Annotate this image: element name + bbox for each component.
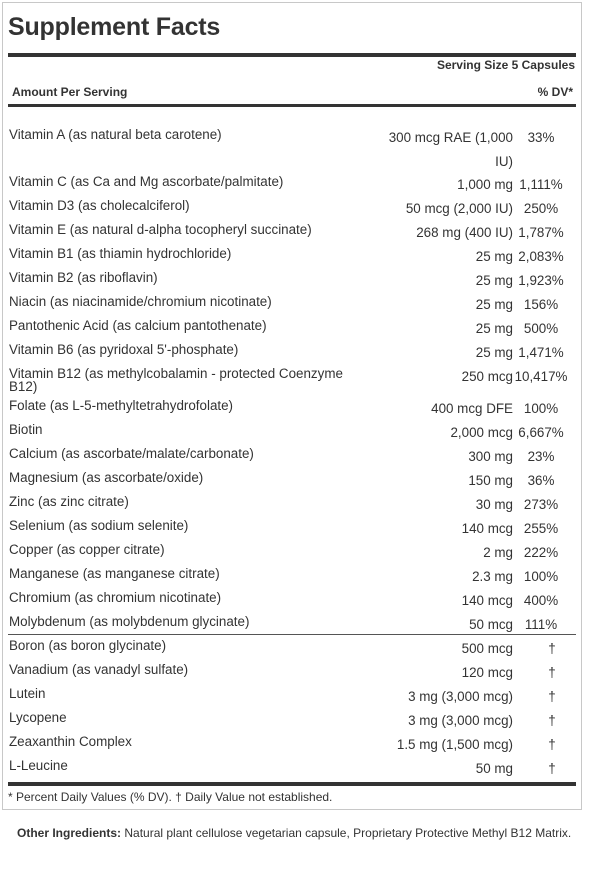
dagger-icon: † [548,665,556,680]
nutrient-dv: 1,111% [519,177,563,192]
nutrient-dv: 1,923% [518,273,564,288]
nutrient-name: Pantothenic Acid (as calcium pantothenate) [9,318,267,333]
dv-header: % DV* [537,85,573,99]
nutrient-dv: 111% [524,617,558,632]
nutrient-dv: 100% [523,569,559,584]
nutrient-name: Vitamin B2 (as riboflavin) [9,270,158,285]
nutrient-name: Vitamin B1 (as thiamin hydrochloride) [9,246,232,261]
nutrient-amount: 2,000 mcg [450,425,513,440]
nutrient-amount: 25 mg [475,345,513,360]
serving-size: Serving Size 5 Capsules [436,58,575,72]
amount-per-serving-header: Amount Per Serving [12,85,128,99]
divider-thick [8,53,576,57]
nutrient-name: Vitamin E (as natural d-alpha tocopheryl succinate) [9,222,312,237]
nutrient-amount: 50 mg [475,761,513,776]
nutrient-dv: 250% [523,201,559,216]
nutrient-dv: 23% [527,449,555,464]
nutrient-amount: 50 mcg [469,617,513,632]
nutrient-name: Vitamin D3 (as cholecalciferol) [9,198,190,213]
nutrient-amount: 25 mg [475,297,513,312]
dagger-icon: † [548,641,556,656]
other-ingredients-text: Natural plant cellulose vegetarian capsule, Proprietary Protective Methyl B12 Matrix. [121,826,572,840]
nutrient-dv: 2,083% [518,249,564,264]
divider-other [8,634,576,635]
nutrient-name: Folate (as L-5-methyltetrahydrofolate) [9,398,234,413]
nutrient-amount: 30 mg [475,497,513,512]
nutrient-amount: 1,000 mg [457,177,513,192]
nutrient-dv: 1,787% [518,225,564,240]
nutrient-amount: 25 mg [475,249,513,264]
nutrient-name: Copper (as copper citrate) [9,542,165,557]
nutrient-dv: 1,471% [518,345,564,360]
nutrient-amount: 268 mg (400 IU) [416,225,513,240]
nutrient-name: Lycopene [9,710,67,725]
nutrient-amount: 3 mg (3,000 mcg) [408,713,513,728]
nutrient-name: Vitamin B6 (as pyridoxal 5'-phosphate) [9,342,239,357]
dagger-icon: † [548,689,556,704]
nutrient-amount: 1.5 mg (1,500 mcg) [396,737,513,752]
nutrient-dv: 6,667% [518,425,564,440]
nutrient-amount: 250 mcg [461,369,513,384]
nutrient-amount: 400 mcg DFE [431,401,513,416]
dagger-icon: † [548,761,556,776]
divider-bottom [8,782,576,786]
nutrient-amount: 300 mcg RAE (1,000 IU) [388,130,513,169]
nutrient-amount: 300 mg [468,449,513,464]
dagger-icon: † [548,737,556,752]
nutrient-amount: 25 mg [475,273,513,288]
nutrient-name: Calcium (as ascorbate/malate/carbonate) [9,446,254,461]
nutrient-dv: 500% [523,321,559,336]
nutrient-dv: 100% [523,401,559,416]
panel-title: Supplement Facts [8,13,221,41]
nutrient-dv: 255% [523,521,559,536]
nutrient-amount: 500 mcg [461,641,513,656]
nutrient-name: Zinc (as zinc citrate) [9,494,129,509]
nutrient-amount: 2 mg [483,545,513,560]
nutrient-name: L-Leucine [9,758,68,773]
nutrient-name: Boron (as boron glycinate) [9,638,167,653]
nutrient-dv: 222% [523,545,559,560]
nutrient-dv: 36% [527,473,555,488]
nutrient-amount: 50 mcg (2,000 IU) [405,201,513,216]
nutrient-amount: 150 mg [468,473,513,488]
nutrient-name: Magnesium (as ascorbate/oxide) [9,470,204,485]
divider-header [8,104,576,107]
nutrient-name: Selenium (as sodium selenite) [9,518,189,533]
nutrient-name: Vitamin A (as natural beta carotene) [9,127,222,142]
nutrient-amount: 120 mcg [461,665,513,680]
nutrient-name: Molybdenum (as molybdenum glycinate) [9,614,250,629]
nutrient-name: Vitamin C (as Ca and Mg ascorbate/palmitate) [9,174,284,189]
nutrient-name: Zeaxanthin Complex [9,734,132,749]
nutrient-amount: 25 mg [475,321,513,336]
nutrient-amount: 140 mcg [461,521,513,536]
nutrient-name: Vitamin B12 (as methylcobalamin - protected Coenzyme B12) [9,366,343,394]
nutrient-amount: 3 mg (3,000 mcg) [408,689,513,704]
other-ingredients [17,823,577,843]
nutrient-dv: 273% [523,497,559,512]
nutrient-dv: 10,417% [514,369,568,384]
nutrient-name: Biotin [9,422,43,437]
nutrient-name: Lutein [9,686,46,701]
nutrient-name: Chromium (as chromium nicotinate) [9,590,222,605]
footnote: * Percent Daily Values (% DV). † Daily Value not established. [8,790,333,804]
nutrient-name: Manganese (as manganese citrate) [9,566,220,581]
nutrient-name: Vanadium (as vanadyl sulfate) [9,662,189,677]
nutrient-amount: 2.3 mg [472,569,513,584]
nutrient-amount: 140 mcg [461,593,513,608]
other-ingredients-label: Other Ingredients: [17,826,122,840]
nutrient-dv: 33% [527,130,555,145]
dagger-icon: † [548,713,556,728]
nutrient-dv: 156% [523,297,559,312]
nutrient-name: Niacin (as niacinamide/chromium nicotinate) [9,294,272,309]
nutrient-dv: 400% [523,593,559,608]
